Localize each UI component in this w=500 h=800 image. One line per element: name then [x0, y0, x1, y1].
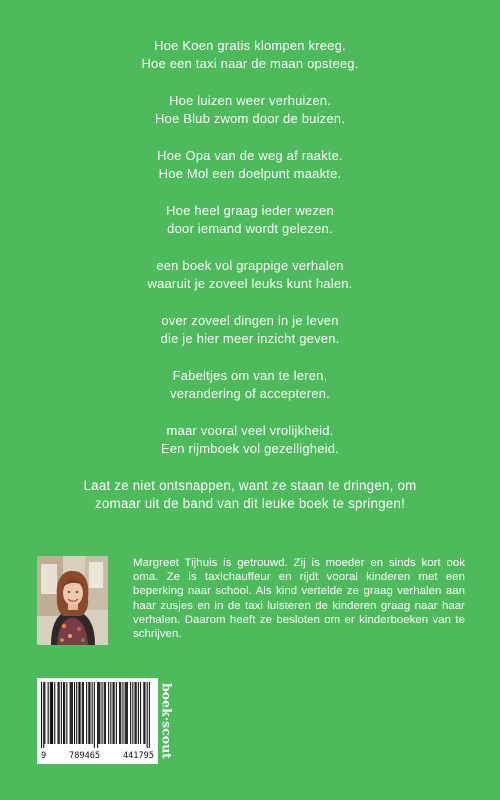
barcode-bars — [37, 678, 158, 750]
poem-line: door iemand wordt gelezen. — [167, 221, 333, 236]
poem-line: over zoveel dingen in je leven — [161, 313, 339, 328]
poem-line: Hoe Opa van de weg af raakte. — [157, 148, 343, 163]
poem-line: Laat ze niet ontsnappen, want ze staan te dringen, om — [83, 478, 417, 493]
stanza — [0, 367, 500, 403]
poem-line: zomaar uit de band van dit leuke boek te springen! — [95, 496, 405, 511]
poem-line: een boek vol grappige verhalen — [156, 258, 344, 273]
poem-line: verandering of accepteren. — [170, 386, 330, 401]
isbn-digit-group: 441795 — [122, 751, 154, 761]
poem-line: die je hier meer inzicht geven. — [160, 331, 340, 346]
isbn-digit-group: 789465 — [69, 751, 101, 761]
poem-line: Hoe Koen gratis klompen kreeg. — [154, 38, 346, 53]
poem-line: Hoe Blub zwom door de buizen. — [154, 111, 346, 126]
closing-stanza — [0, 477, 500, 513]
author-photo — [37, 556, 108, 645]
poem-line: Een rijmboek vol gezelligheid. — [161, 441, 339, 456]
stanza — [0, 147, 500, 183]
author-bio: Margreet Tijhuis is getrouwd. Zij is moeder en sinds kort ook oma. Ze is taxichauffeur en rijdt vooral kinderen met een beperking naar school. Als kind vertelde ze graag verhalen aan haar zusjes en in de taxi luisteren de kinderen graag naar haar verhalen. Daarom heeft ze besloten om er kinderboeken van te schrijven. — [133, 557, 465, 641]
poem-line: waaruit je zoveel leuks kunt halen. — [147, 276, 353, 291]
publisher-logo — [155, 680, 179, 762]
poem-line: Fabeltjes om van te leren, — [172, 368, 328, 383]
stanza — [0, 312, 500, 348]
stanza — [0, 422, 500, 458]
poem-line: maar vooral veel vrolijkheid. — [166, 423, 334, 438]
poem-line: Hoe luizen weer verhuizen. — [168, 93, 331, 108]
poem — [0, 37, 500, 532]
poem-line: Hoe een taxi naar de maan opsteeg. — [141, 56, 359, 71]
poem-line: Hoe heel graag ieder wezen — [166, 203, 334, 218]
isbn-digits — [37, 751, 158, 761]
stanza — [0, 37, 500, 73]
stanza — [0, 202, 500, 238]
isbn-digit-group: 9 — [41, 751, 47, 761]
publisher-logo-text: boek·scout — [159, 683, 175, 759]
poem-line: Hoe Mol een doelpunt maakte. — [158, 166, 342, 181]
stanza — [0, 257, 500, 293]
isbn-barcode — [37, 678, 158, 764]
stanza — [0, 92, 500, 128]
